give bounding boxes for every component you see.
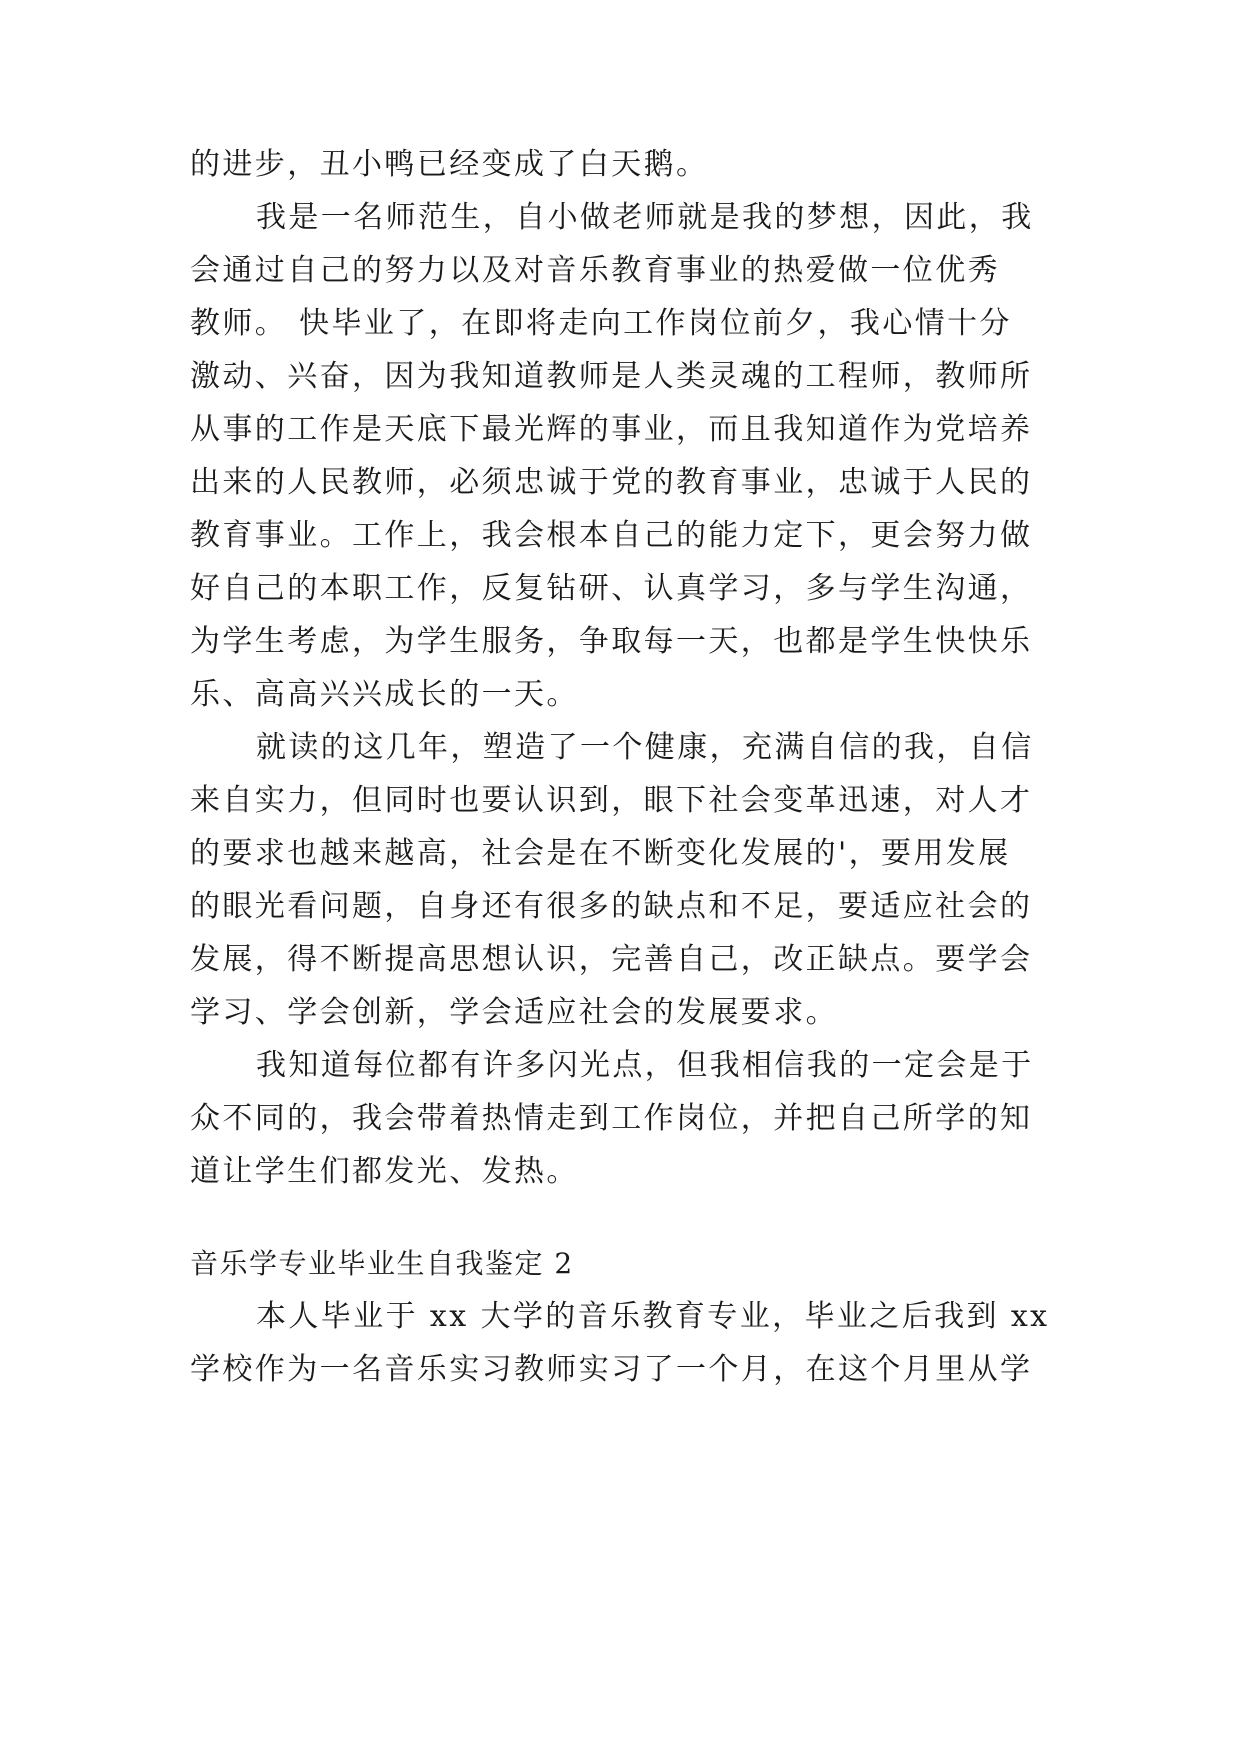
paragraph-line: 为学生考虑，为学生服务，争取每一天，也都是学生快快乐 [190,624,1033,659]
paragraph-line: 教育事业。工作上，我会根本自己的能力定下，更会努力做 [190,518,1033,553]
paragraph-line: 从事的工作是天底下最光辉的事业，而且我知道作为党培养 [190,412,1033,447]
paragraph-line: 会通过自己的努力以及对音乐教育事业的热爱做一位优秀 [190,253,1000,288]
paragraph-line: 的进步，丑小鸭已经变成了白天鹅。 [190,147,709,182]
paragraph-line: 就读的这几年，塑造了一个健康，充满自信的我，自信 [256,730,1034,765]
paragraph-line: 的眼光看问题，自身还有很多的缺点和不足，要适应社会的 [190,889,1033,924]
paragraph-line: 乐、高高兴兴成长的一天。 [190,677,579,712]
paragraph-line: 学校作为一名音乐实习教师实习了一个月，在这个月里从学 [190,1352,1033,1387]
paragraph-line: 我是一名师范生，自小做老师就是我的梦想，因此，我 [256,200,1034,235]
paragraph-line: 教师。 快毕业了，在即将走向工作岗位前夕，我心情十分 [190,306,1012,341]
paragraph-line: 的要求也越来越高，社会是在不断变化发展的'，要用发展 [190,836,1011,871]
paragraph-line: 出来的人民教师，必须忠诚于党的教育事业，忠诚于人民的 [190,465,1033,500]
paragraph-line: 众不同的，我会带着热情走到工作岗位，并把自己所学的知 [190,1101,1033,1136]
paragraph-line: 学习、学会创新，学会适应社会的发展要求。 [190,995,838,1030]
section-heading: 音乐学专业毕业生自我鉴定 2 [190,1247,574,1280]
paragraph-line: 本人毕业于 xx 大学的音乐教育专业，毕业之后我到 xx [256,1299,1050,1334]
paragraph-line: 激动、兴奋，因为我知道教师是人类灵魂的工程师，教师所 [190,359,1033,394]
paragraph-line: 道让学生们都发光、发热。 [190,1154,579,1189]
paragraph-line: 我知道每位都有许多闪光点，但我相信我的一定会是于 [256,1048,1034,1083]
paragraph-line: 发展，得不断提高思想认识，完善自己，改正缺点。要学会 [190,942,1033,977]
paragraph-line: 好自己的本职工作，反复钻研、认真学习，多与学生沟通， [190,571,1033,606]
paragraph-line: 来自实力，但同时也要认识到，眼下社会变革迅速，对人才 [190,783,1033,818]
